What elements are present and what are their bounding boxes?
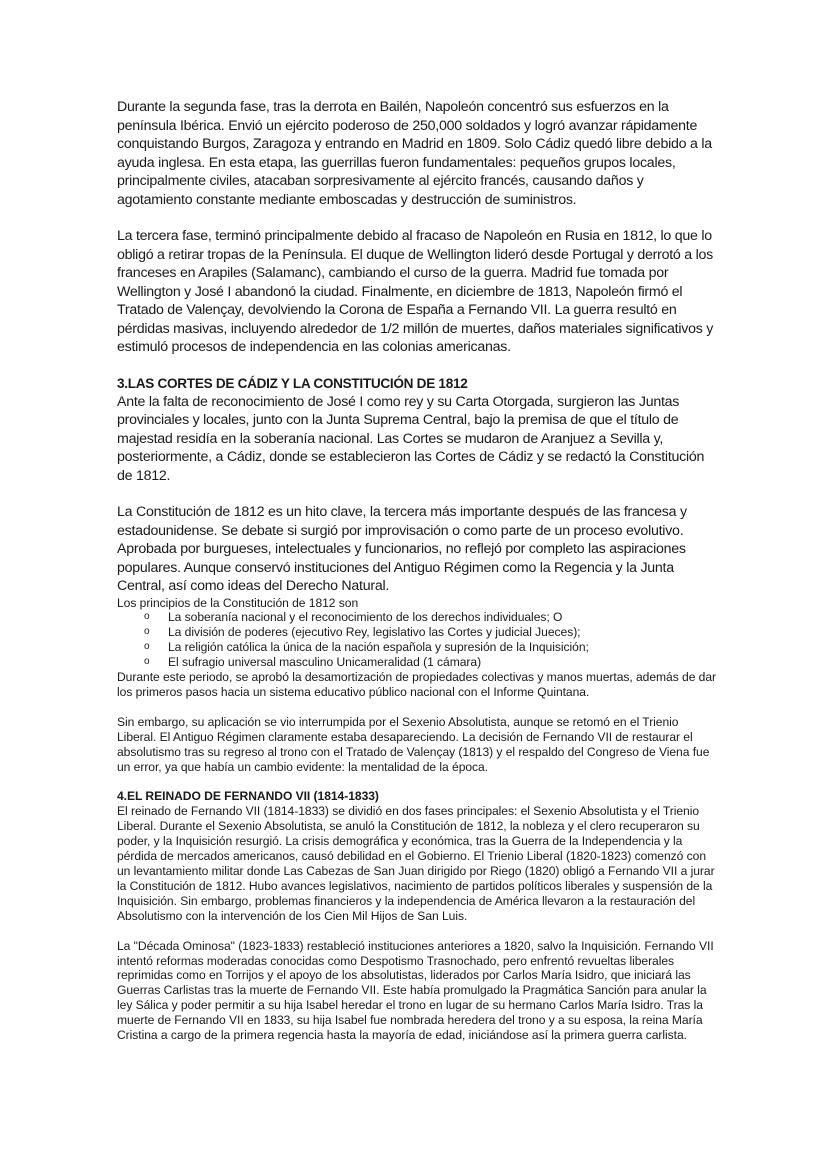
list-item xyxy=(144,655,717,670)
list-item xyxy=(144,625,717,640)
list-item xyxy=(144,610,717,625)
paragraph-sin-embargo: Sin embargo, su aplicación se vio interrumpida por el Sexenio Absolutista, aunque se retomó en el Trienio Liberal. El Antiguo Régimen claramente estaba desapareciendo. La decisión de Fernando VII de restaurar el absolutismo tras su regreso al trono con el Tratado de Valençay (1813) y el respaldo del Congreso de Viena fue un error, ya que había un cambio evidente: la mentalidad de la época. xyxy=(117,714,710,774)
list-item-text: El sufragio universal masculino Unicameralidad (1 cámara) xyxy=(168,655,482,670)
section-heading-reinado-fernando-vii: 4.EL REINADO DE FERNANDO VII (1814-1833) xyxy=(117,789,379,804)
paragraph-segunda-fase: Durante la segunda fase, tras la derrota en Bailén, Napoleón concentró sus esfuerzos en la península Ibérica. Envió un ejército poderoso de 250,000 soldados y logró avanzar rápidamente conquistando Burgos, Zaragoza y entrando en Madrid en 1809. Solo Cádiz quedó libre debido a la ayuda inglesa. En esta etapa, las guerrillas fueron fundamentales: pequeños grupos locales, principalmente civiles, atacaban sorpresivamente al ejército francés, causando daños y agotamiento constante mediante emboscadas y destrucción de suministros. xyxy=(117,99,712,208)
list-item-text: La soberanía nacional y el reconocimiento de los derechos individuales; O xyxy=(168,610,563,625)
list-item-text: La religión católica la única de la nación española y supresión de la Inquisición; xyxy=(168,640,589,655)
paragraph-tercera-fase: La tercera fase, terminó principalmente debido al fracaso de Napoleón en Rusia en 1812, lo que lo obligó a retirar tropas de la Península. El duque de Wellington lideró desde Portugal y derrotó a los franceses en Arapiles (Salamanc), cambiando el curso de la guerra. Madrid fue tomada por Wellington y José I abandonó la ciudad. Finalmente, en diciembre de 1813, Napoleón firmó el Tratado de Valençay, devolviendo la Corona de España a Fernando VII. La guerra resultó en pérdidas masivas, incluyendo alrededor de 1/2 millón de muertes, daños materiales significativos y estimuló procesos de independencia en las colonias americanas. xyxy=(117,228,714,355)
principles-intro: Los principios de la Constitución de 1812 son xyxy=(117,595,359,610)
principles-list xyxy=(117,610,717,670)
list-item xyxy=(144,640,717,655)
hollow-bullet-icon: o xyxy=(144,626,150,638)
document-page xyxy=(117,98,717,1043)
paragraph-reinado: El reinado de Fernando VII (1814-1833) se dividió en dos fases principales: el Sexenio Absolutista y el Trienio Liberal. Durante el Sexenio Absolutista, se anuló la Constitución de 1812, la nobleza y el clero recuperaron su poder, y la Inquisición resurgió. La crisis demográfica y económica, tras la Guerra de la Independencia y la pérdida de mercados americanos, causó debilidad en el Gobierno. El Trienio Liberal (1820-1823) comenzó con un levantamiento militar donde Las Cabezas de San Juan dirigido por Riego (1820) obligó a Fernando VII a jurar la Constitución de 1812. Hubo avances legislativos, nacimiento de partidos políticos liberales y suspensión de la Inquisición. Sin embargo, problemas financieros y la independencia de América llevaron a la restauración del Absolutismo con la intervención de los Cien Mil Hijos de San Luis. xyxy=(117,804,715,923)
list-item-text: La división de poderes (ejecutivo Rey, legislativo las Cortes y judicial Jueces); xyxy=(168,625,581,640)
paragraph-desamortizacion: Durante este periodo, se aprobó la desamortización de propiedades colectivas y manos muertas, además de dar los primeros pasos hacia un sistema educativo público nacional con el Informe Quintana. xyxy=(117,670,717,699)
paragraph-juntas: Ante la falta de reconocimiento de José I como rey y su Carta Otorgada, surgieron las Juntas provinciales y locales, junto con la Junta Suprema Central, bajo la premisa de que el título de majestad residía en la soberanía nacional. Las Cortes se mudaron de Aranjuez a Sevilla y, posteriormente, a Cádiz, donde se establecieron las Cortes de Cádiz y se redactó la Constitución de 1812. xyxy=(117,393,705,484)
hollow-bullet-icon: o xyxy=(144,656,150,668)
paragraph-decada-ominosa: La "Década Ominosa" (1823-1833) restableció instituciones anteriores a 1820, salvo la Inquisición. Fernando VII intentó reformas moderadas conocidas como Despotismo Trasnochado, pero enfrentó revueltas liberales reprimidas como en Torrijos y el apoyo de los absolutistas, liderados por Carlos María Isidro, que iniciará las Guerras Carlistas tras la muerte de Fernando VII. Este había promulgado la Pragmática Sanción para anular la ley Sálica y poder permitir a su hija Isabel heredar el trono en lugar de su hermano Carlos María Isidro. Tras la muerte de Fernando VII en 1833, su hija Isabel fue nombrada heredera del trono y a su esposa, la reina María Cristina a cargo de la primera regencia hasta la mayoría de edad, iniciándose así la primera guerra carlista. xyxy=(117,938,714,1043)
hollow-bullet-icon: o xyxy=(144,641,150,653)
section-heading-cortes-cadiz: 3.LAS CORTES DE CÁDIZ Y LA CONSTITUCIÓN DE 1812 xyxy=(117,375,468,391)
hollow-bullet-icon: o xyxy=(144,611,150,623)
paragraph-constitucion-1812: La Constitución de 1812 es un hito clave, la tercera más importante después de las francesa y estadounidense. Se debate si surgió por improvisación o como parte de un proceso evolutivo. Aprobada por burgueses, intelectuales y funcionarios, no reflejó por completo las aspiraciones populares. Aunque conservó instituciones del Antiguo Régimen como la Regencia y la Junta Central, así como ideas del Derecho Natural. xyxy=(117,504,687,594)
